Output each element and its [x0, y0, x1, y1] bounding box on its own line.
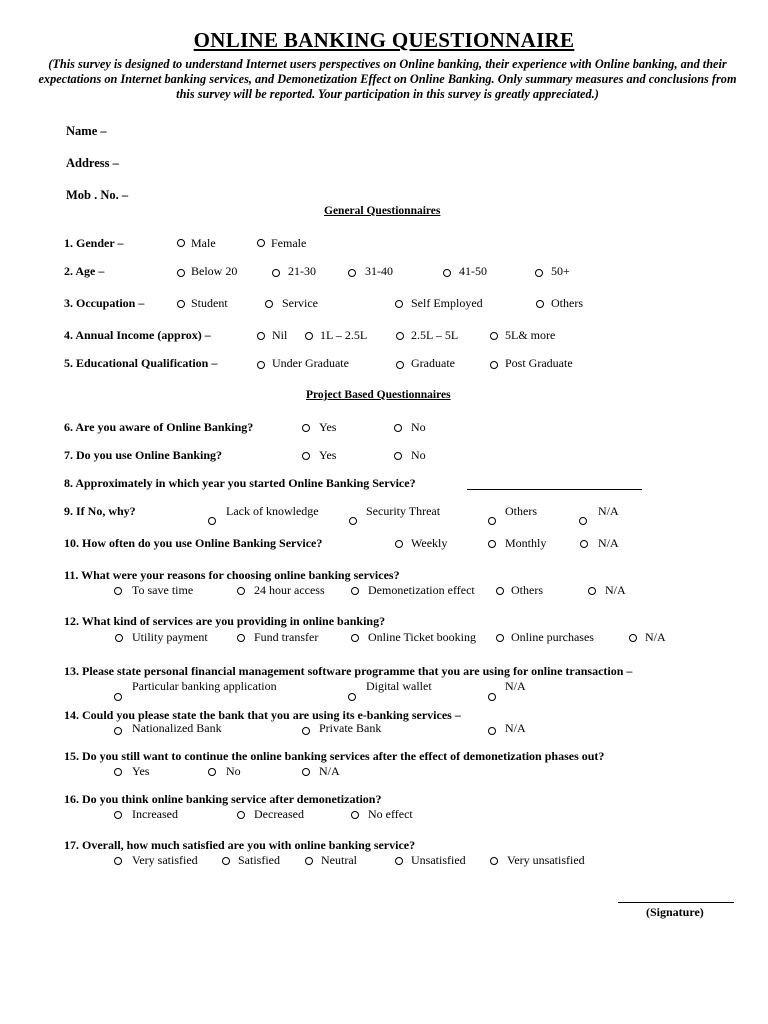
q12-option-2-label: Fund transfer	[254, 630, 319, 644]
q15-option-2-label: No	[226, 764, 241, 778]
q12-option-3-radio[interactable]	[351, 634, 359, 642]
q5-option-3-label: Post Graduate	[505, 356, 573, 370]
q11-option-3-label: Demonetization effect	[368, 583, 475, 597]
q15-option-2-radio[interactable]	[208, 768, 216, 776]
q2-option-3-radio[interactable]	[348, 269, 356, 277]
q3-option-4-radio[interactable]	[536, 300, 544, 308]
q4-option-2-radio[interactable]	[305, 332, 313, 340]
q14-option-1-radio[interactable]	[114, 727, 122, 735]
q11-option-3-radio[interactable]	[351, 587, 359, 595]
q13-option-2-radio[interactable]	[348, 693, 356, 701]
q8-answer-line[interactable]	[467, 489, 642, 490]
q17-option-2-radio[interactable]	[222, 857, 230, 865]
q16-option-1-label: Increased	[132, 807, 178, 821]
q3-option-1-radio[interactable]	[177, 300, 185, 308]
q17-option-4-label: Unsatisfied	[411, 853, 466, 867]
q15-option-3-radio[interactable]	[302, 768, 310, 776]
signature-line[interactable]	[618, 902, 734, 903]
q17-option-3-radio[interactable]	[305, 857, 313, 865]
q1-option-2-label: Female	[271, 236, 307, 250]
q7-option-1-label: Yes	[319, 448, 337, 462]
q12-option-4-label: Online purchases	[511, 630, 594, 644]
q8-text: 8. Approximately in which year you started Online Banking Service?	[64, 476, 416, 490]
signature-label: (Signature)	[646, 905, 704, 919]
q16-option-3-label: No effect	[368, 807, 413, 821]
q9-option-3-label: Others	[505, 504, 537, 518]
q6-option-1-label: Yes	[319, 420, 337, 434]
q6-text: 6. Are you aware of Online Banking?	[64, 420, 254, 434]
q13-option-1-radio[interactable]	[114, 693, 122, 701]
q9-option-1-radio[interactable]	[208, 517, 216, 525]
q14-option-3-radio[interactable]	[488, 727, 496, 735]
q16-option-1-radio[interactable]	[114, 811, 122, 819]
q14-option-3-label: N/A	[505, 721, 526, 735]
q16-option-2-label: Decreased	[254, 807, 304, 821]
q14-option-2-radio[interactable]	[302, 727, 310, 735]
q3-option-1-label: Student	[191, 296, 228, 310]
q11-option-1-radio[interactable]	[114, 587, 122, 595]
q10-option-1-label: Weekly	[411, 536, 448, 550]
q14-text: 14. Could you please state the bank that you are using its e-banking services –	[64, 708, 461, 722]
q3-option-2-radio[interactable]	[265, 300, 273, 308]
q5-option-1-label: Under Graduate	[272, 356, 349, 370]
q5-option-2-label: Graduate	[411, 356, 455, 370]
q2-option-4-label: 41-50	[459, 264, 487, 278]
q4-option-1-radio[interactable]	[257, 332, 265, 340]
q4-option-4-label: 5L& more	[505, 328, 556, 342]
q5-option-3-radio[interactable]	[490, 361, 498, 369]
q4-option-3-label: 2.5L – 5L	[411, 328, 459, 342]
q9-option-4-label: N/A	[598, 504, 619, 518]
q11-option-2-label: 24 hour access	[254, 583, 325, 597]
q2-option-2-label: 21-30	[288, 264, 316, 278]
q14-option-2-label: Private Bank	[319, 721, 382, 735]
q5-option-2-radio[interactable]	[396, 361, 404, 369]
q4-option-2-label: 1L – 2.5L	[320, 328, 368, 342]
q15-option-1-radio[interactable]	[114, 768, 122, 776]
q9-option-2-radio[interactable]	[349, 517, 357, 525]
q2-option-3-label: 31-40	[365, 264, 393, 278]
q16-option-3-radio[interactable]	[351, 811, 359, 819]
q17-option-5-radio[interactable]	[490, 857, 498, 865]
q12-option-5-radio[interactable]	[629, 634, 637, 642]
q4-option-1-label: Nil	[272, 328, 288, 342]
q17-text: 17. Overall, how much satisfied are you with online banking service?	[64, 838, 416, 852]
q17-option-3-label: Neutral	[321, 853, 357, 867]
q3-option-3-label: Self Employed	[411, 296, 483, 310]
q3-option-2-label: Service	[282, 296, 318, 310]
q12-option-1-label: Utility payment	[132, 630, 208, 644]
q7-option-1-radio[interactable]	[302, 452, 310, 460]
survey-introduction: (This survey is designed to understand Internet users perspectives on Online banking, their experience with Online banking, and their expectations on Internet banking services, and Demonetization Effect on Online Banking. Only summary measures and conclusions from this survey will be reported. Your participation in this survey is greatly appreciated.)	[38, 57, 737, 101]
q2-text: 2. Age –	[64, 264, 105, 278]
q2-option-5-radio[interactable]	[535, 269, 543, 277]
q10-option-3-radio[interactable]	[580, 540, 588, 548]
q12-option-3-label: Online Ticket booking	[368, 630, 477, 644]
q17-option-1-radio[interactable]	[114, 857, 122, 865]
q3-option-3-radio[interactable]	[395, 300, 403, 308]
q1-option-1-label: Male	[191, 236, 216, 250]
q13-option-1-label: Particular banking application	[132, 679, 277, 693]
q13-option-2-label: Digital wallet	[366, 679, 432, 693]
q2-option-4-radio[interactable]	[443, 269, 451, 277]
q12-text: 12. What kind of services are you providing in online banking?	[64, 614, 386, 628]
q7-option-2-radio[interactable]	[394, 452, 402, 460]
q15-option-3-label: N/A	[319, 764, 340, 778]
section-general-heading: General Questionnaires	[324, 205, 441, 217]
q6-option-2-radio[interactable]	[394, 424, 402, 432]
q16-option-2-radio[interactable]	[237, 811, 245, 819]
name-label: Name –	[66, 124, 107, 138]
q16-text: 16. Do you think online banking service after demonetization?	[64, 792, 382, 806]
q9-text: 9. If No, why?	[64, 504, 136, 518]
q11-option-2-radio[interactable]	[237, 587, 245, 595]
mobile-label: Mob . No. –	[66, 188, 129, 202]
q1-text: 1. Gender –	[64, 236, 124, 250]
q10-option-2-label: Monthly	[505, 536, 547, 550]
q10-option-1-radio[interactable]	[395, 540, 403, 548]
q9-option-1-label: Lack of knowledge	[226, 504, 319, 518]
q11-option-5-label: N/A	[605, 583, 626, 597]
q11-option-4-radio[interactable]	[496, 587, 504, 595]
q11-option-4-label: Others	[511, 583, 543, 597]
q17-option-5-label: Very unsatisfied	[507, 853, 585, 867]
q13-option-3-label: N/A	[505, 679, 526, 693]
q10-text: 10. How often do you use Online Banking Service?	[64, 536, 323, 550]
q4-text: 4. Annual Income (approx) –	[64, 328, 211, 342]
section-project-heading: Project Based Questionnaires	[306, 389, 451, 401]
q5-text: 5. Educational Qualification –	[64, 356, 218, 370]
q4-option-4-radio[interactable]	[490, 332, 498, 340]
q15-text: 15. Do you still want to continue the online banking services after the effect of demonetization phases out?	[64, 749, 605, 763]
address-label: Address –	[66, 156, 119, 170]
page-title: ONLINE BANKING QUESTIONNAIRE	[193, 28, 575, 52]
q2-option-1-label: Below 20	[191, 264, 238, 278]
q6-option-2-label: No	[411, 420, 426, 434]
q1-option-1-radio[interactable]	[177, 239, 185, 247]
q12-option-2-radio[interactable]	[237, 634, 245, 642]
q11-text: 11. What were your reasons for choosing online banking services?	[64, 568, 400, 582]
q13-option-3-radio[interactable]	[488, 693, 496, 701]
q3-text: 3. Occupation –	[64, 296, 145, 310]
q1-option-2-radio[interactable]	[257, 239, 265, 247]
q7-text: 7. Do you use Online Banking?	[64, 448, 223, 462]
q2-option-2-radio[interactable]	[272, 269, 280, 277]
q9-option-2-label: Security Threat	[366, 504, 441, 518]
q9-option-3-radio[interactable]	[488, 517, 496, 525]
q10-option-3-label: N/A	[598, 536, 619, 550]
q4-option-3-radio[interactable]	[396, 332, 404, 340]
q5-option-1-radio[interactable]	[257, 361, 265, 369]
q17-option-1-label: Very satisfied	[132, 853, 198, 867]
q13-text: 13. Please state personal financial management software programme that you are using for online transaction –	[64, 664, 633, 678]
q11-option-5-radio[interactable]	[588, 587, 596, 595]
q6-option-1-radio[interactable]	[302, 424, 310, 432]
q9-option-4-radio[interactable]	[579, 517, 587, 525]
q17-option-4-radio[interactable]	[395, 857, 403, 865]
q12-option-1-radio[interactable]	[115, 634, 123, 642]
q10-option-2-radio[interactable]	[488, 540, 496, 548]
q14-option-1-label: Nationalized Bank	[132, 721, 222, 735]
q2-option-5-label: 50+	[551, 264, 570, 278]
q12-option-5-label: N/A	[645, 630, 666, 644]
q12-option-4-radio[interactable]	[496, 634, 504, 642]
q17-option-2-label: Satisfied	[238, 853, 280, 867]
q11-option-1-label: To save time	[132, 583, 194, 597]
q3-option-4-label: Others	[551, 296, 583, 310]
q2-option-1-radio[interactable]	[177, 269, 185, 277]
q7-option-2-label: No	[411, 448, 426, 462]
q15-option-1-label: Yes	[132, 764, 150, 778]
